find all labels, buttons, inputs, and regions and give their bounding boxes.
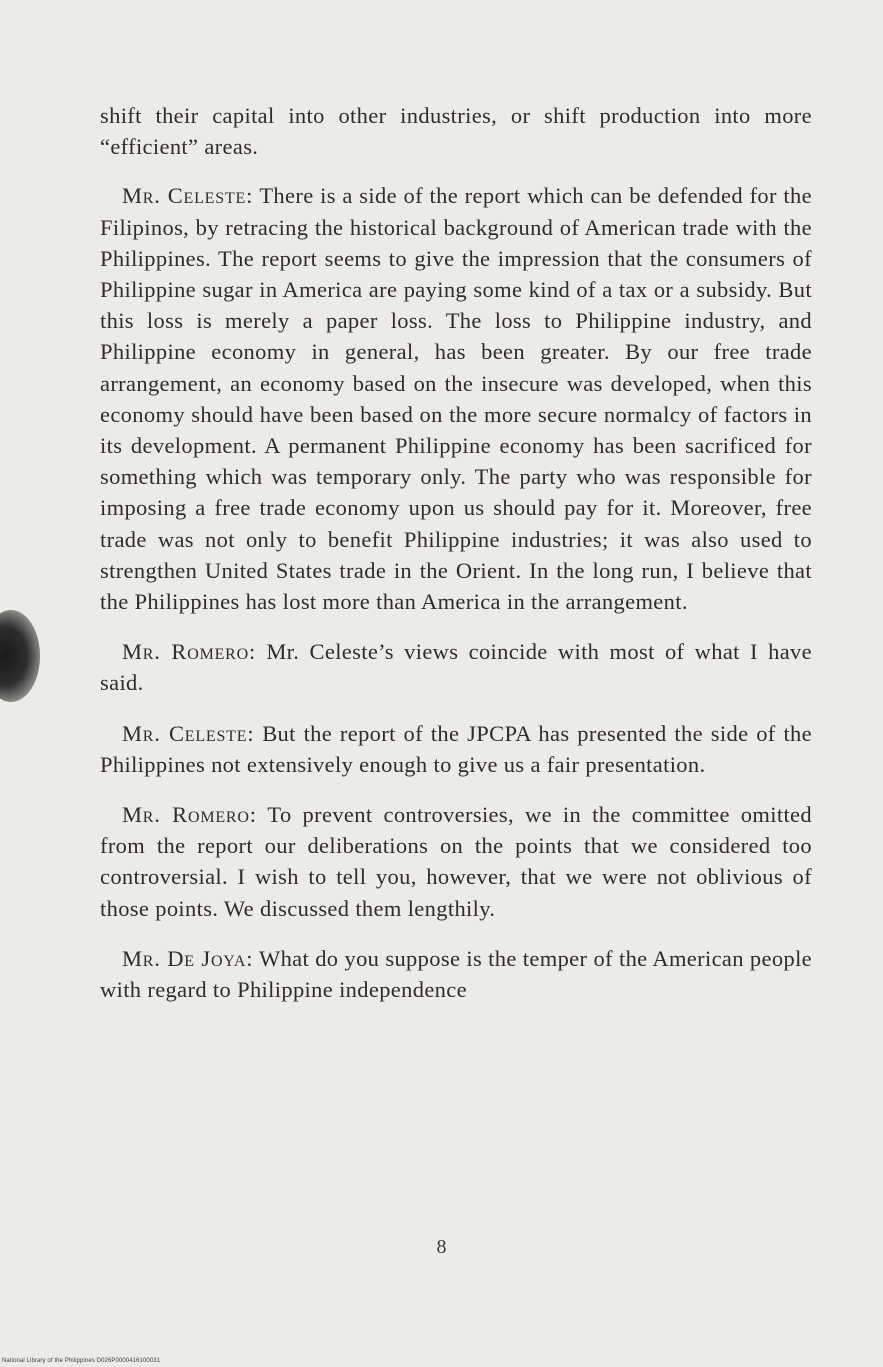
paragraph (100, 100, 812, 162)
speaker-name: Mr. Celeste: (122, 720, 255, 746)
paragraph-text: To prevent controversies, we in the committee omitted from the report our deliberations on the points that we considered too controversial. I wish to tell you, however, that we were not oblivious of those points. We discussed them lengthily. (100, 802, 812, 921)
paragraph (100, 943, 812, 1005)
paragraph-text: But the report of the JPCPA has presented the side of the Philippines not extensively enough to give us a fair presentation. (100, 720, 812, 777)
speaker-name: Mr. Celeste: (122, 183, 254, 209)
footer-credit: National Library of the Philippines D026P0000416100031 (2, 1358, 161, 1364)
speaker-name: Mr. Romero: (122, 802, 257, 828)
page-number: 8 (436, 1236, 447, 1258)
scan-thumb-shadow (0, 610, 40, 702)
paragraph (100, 636, 812, 698)
paragraph (100, 799, 812, 924)
body-text (100, 100, 812, 1024)
speaker-name: Mr. Romero: (122, 639, 257, 665)
paragraph-text: What do you suppose is the temper of the American people with regard to Philippine independence (100, 945, 813, 1003)
paragraph-text: shift their capital into other industries, or shift production into more “efficient” areas. (100, 103, 812, 160)
paragraph-text: There is a side of the report which can be defended for the Filipinos, by retracing the historical background of American trade with the Philippines. The report seems to give the impression that the consumers of Philippine sugar in America are paying some kind of a tax or a subsidy. But this loss is merely a paper loss. The loss to Philippine industry, and Philippine economy in general, has been greater. By our free trade arrangement, an economy based on the insecure was developed, when this economy should have been based on the more secure normalcy of factors in its development. A permanent Philippine economy has been sacrificed for something which was temporary only. The party who was responsible for imposing a free trade economy upon us should pay for it. Moreover, free trade was not only to benefit Philippine industries; it was also used to strengthen United States trade in the Orient. In the long run, I believe that the Philippines has lost more than America in the arrangement. (100, 183, 812, 615)
speaker-name: Mr. De Joya: (122, 945, 254, 971)
paragraph (100, 718, 812, 780)
paragraph-text: Mr. Celeste’s views coincide with most of what I have said. (100, 639, 812, 696)
paragraph (100, 180, 812, 617)
